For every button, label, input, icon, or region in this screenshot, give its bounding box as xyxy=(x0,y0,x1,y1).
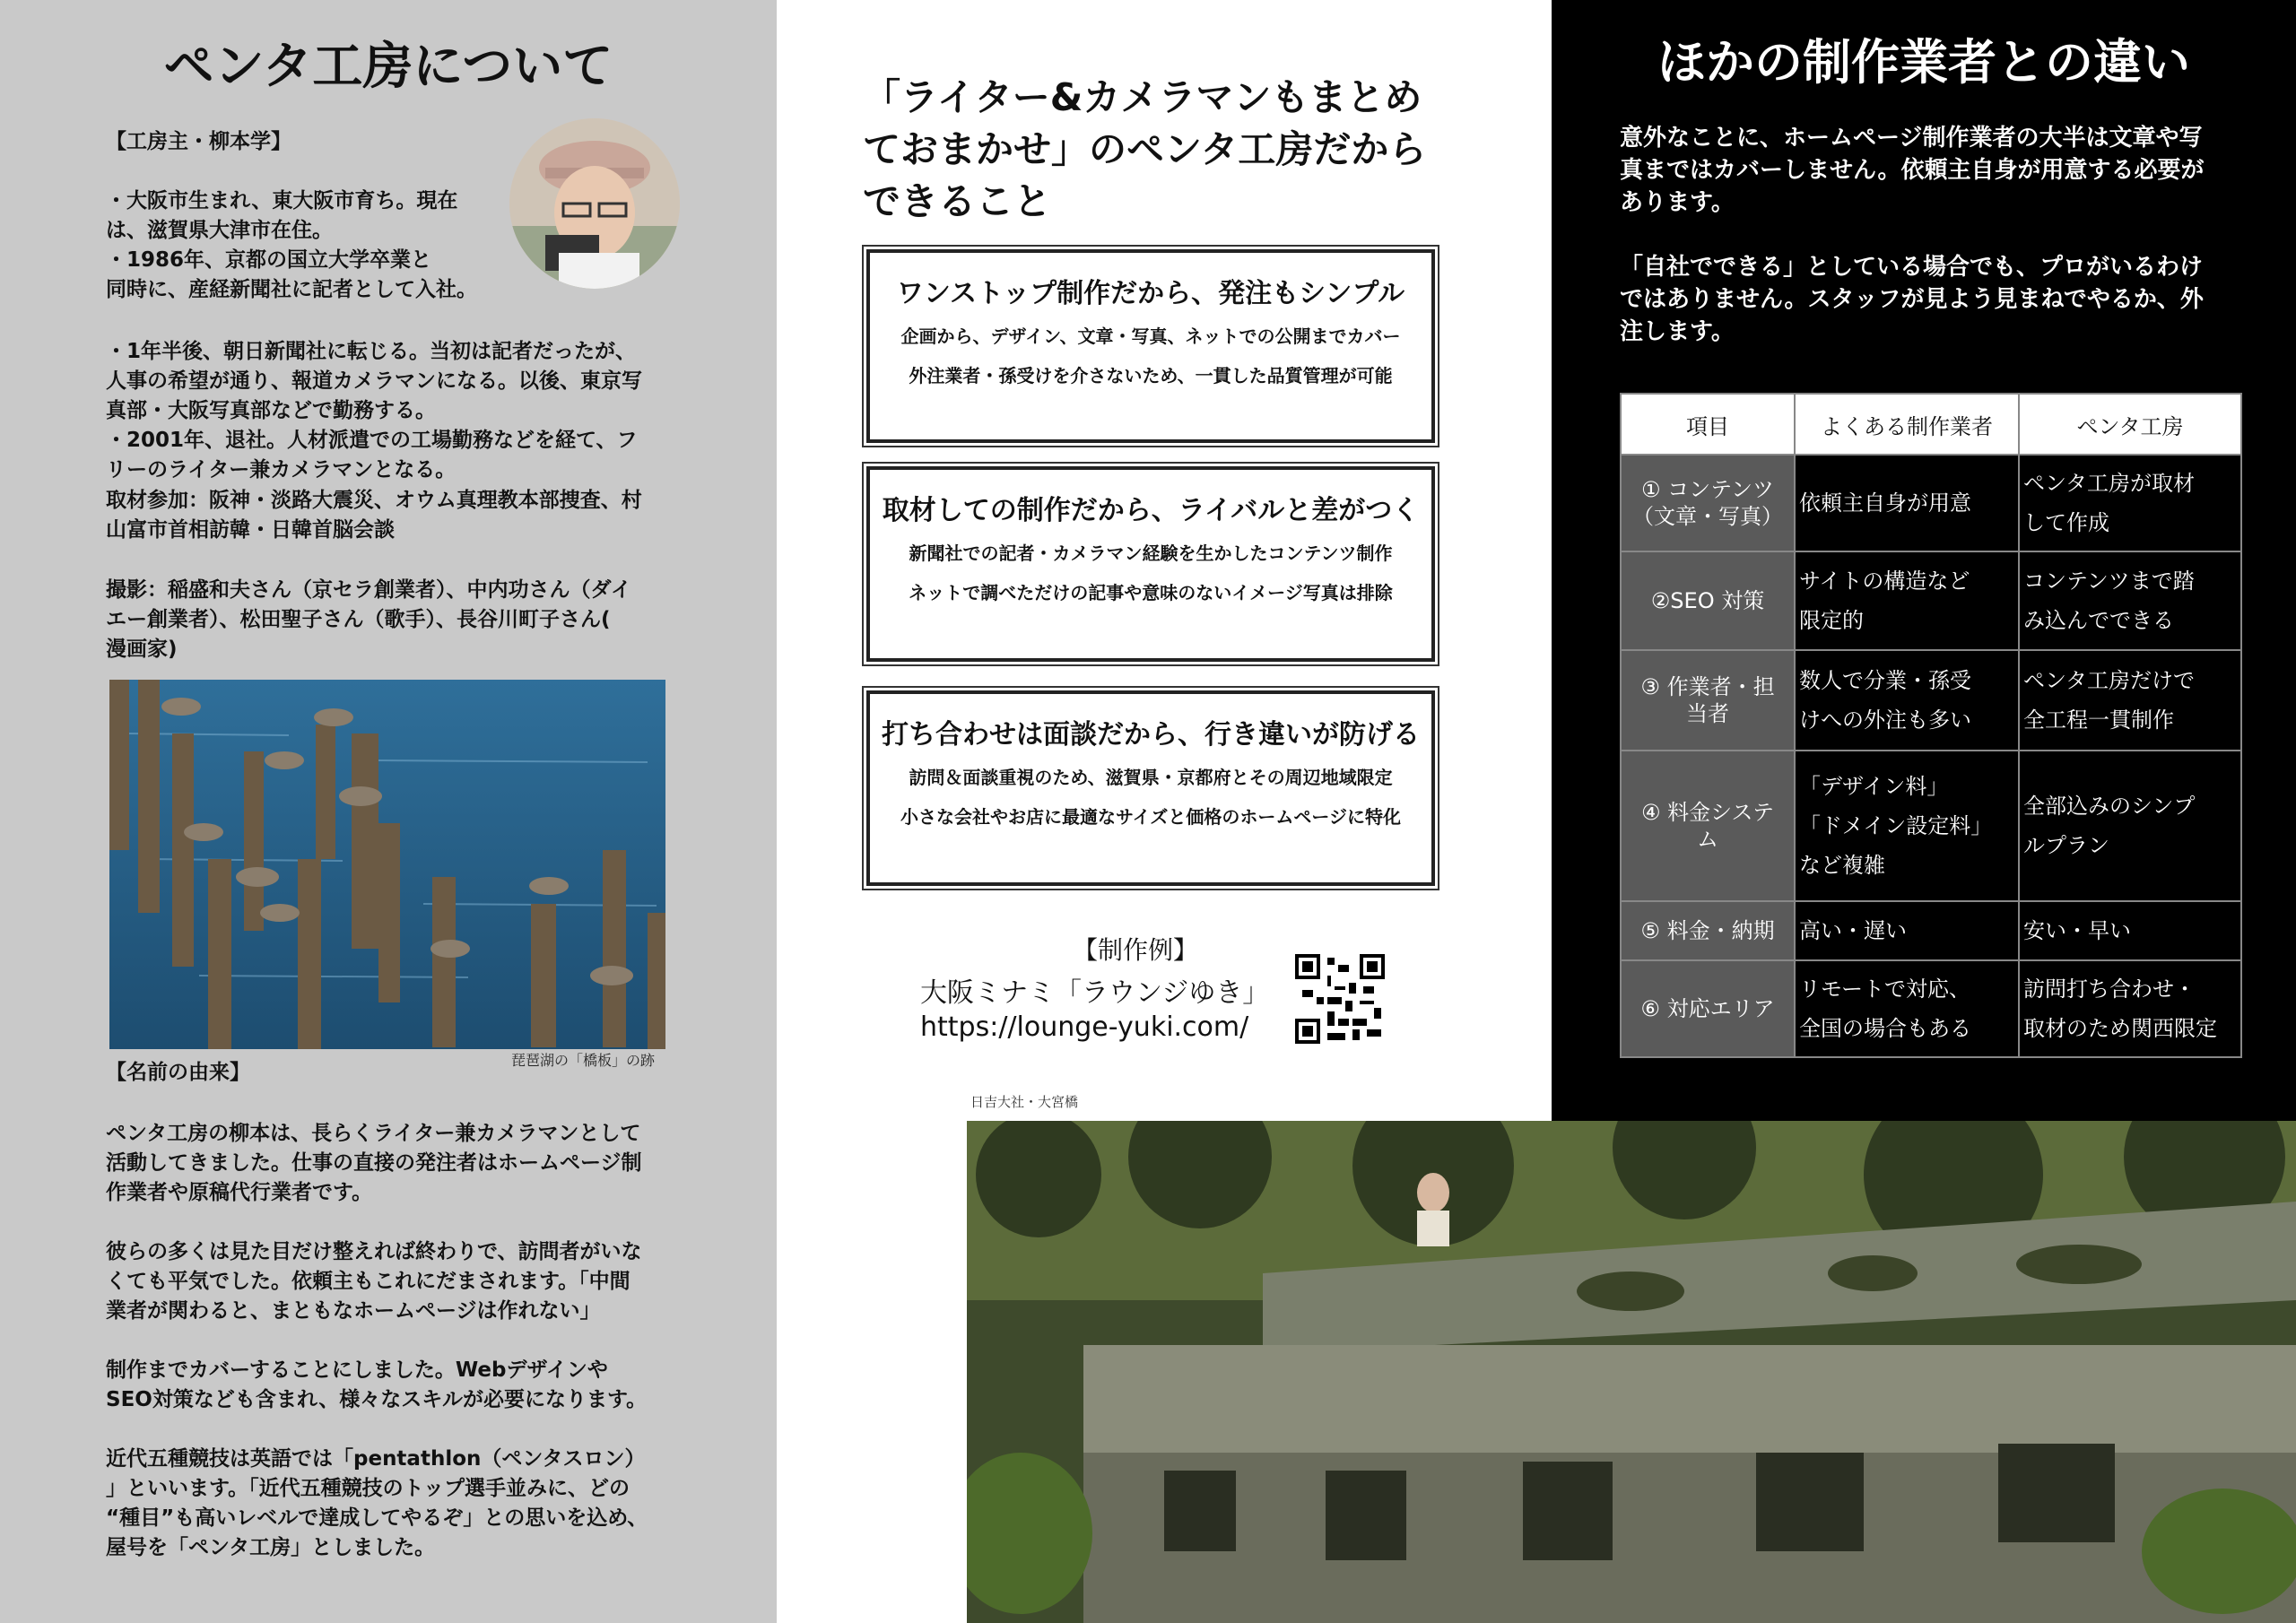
table-row xyxy=(1621,901,2241,960)
row-item-label: ③ 作業者・担 当者 xyxy=(1621,650,1795,751)
feature-heading: 打ち合わせは面談だから、行き違いが防げる xyxy=(882,719,1420,751)
bio-text-continued: ・1年半後、朝日新聞社に転じる。当初は記者だったが、 人事の希望が通り、報道カメラマンになる。以後、東京写 真部・大阪写真部などで勤務する。 ・2001年、退社。人材派遣での工場勤務などを経て、フ リーのライター兼カメラマンとなる。 xyxy=(106,340,642,482)
row-penta-value: 安い・早い xyxy=(2019,901,2241,960)
comparison-title: ほかの制作業者との違い xyxy=(1657,34,2190,91)
owner-label: 【工房主・柳本学】 xyxy=(106,130,291,153)
row-item-label: ① コンテンツ （文章・写真） xyxy=(1621,455,1795,551)
feature-box-interview xyxy=(866,466,1435,662)
column-header-item: 項目 xyxy=(1621,394,1795,455)
row-penta-value: 訪問打ち合わせ・ 取材のため関西限定 xyxy=(2019,960,2241,1057)
row-common-value: リモートで対応、 全国の場合もある xyxy=(1795,960,2019,1057)
feature-item: 新聞社での記者・カメラマン経験を生かしたコンテンツ制作 xyxy=(909,542,1393,564)
name-origin-text: ペンタ工房の柳本は、長らくライター兼カメラマンとして 活動してきました。仕事の直接の発注者はホームページ制 作業者や原稿代行業者です。 彼らの多くは見た目だけ整えれば終わりで、訪問者がいな くても平気でした。依頼主もこれにだまされます。「中間 業者が関わると、まともなホームページは作れない」 制作までカバーすることにしました。Webデザインや SEO対策なども含まれ、様々なスキルが必要になります。 近代五種競技は英語では「pentathlon（ペンタスロン） 」といいます。「近代五種競技のトップ選手並みに、どの “種目”も高いレベルで達成してやるぞ」との思いを込め、 屋号を「ペンタ工房」としました。 xyxy=(106,1122,648,1559)
table-row xyxy=(1621,960,2241,1057)
feature-item: 企画から、デザイン、文章・写真、ネットでの公開までカバー xyxy=(900,325,1401,347)
column-header-penta: ペンタ工房 xyxy=(2019,394,2241,455)
column-header-common: よくある制作業者 xyxy=(1795,394,2019,455)
about-panel xyxy=(0,0,777,1623)
name-origin-label: 【名前の由来】 xyxy=(106,1061,250,1084)
qr-code-icon[interactable] xyxy=(1295,954,1385,1044)
feature-item: 小さな会社やお店に最適なサイズと価格のホームページに特化 xyxy=(900,806,1401,828)
row-item-label: ④ 料金システ ム xyxy=(1621,751,1795,901)
feature-item: 訪問＆面談重視のため、滋賀県・京都府とその周辺地域限定 xyxy=(909,767,1393,788)
table-row xyxy=(1621,650,2241,751)
owner-avatar xyxy=(509,118,680,289)
row-penta-value: 全部込みのシンプ ルプラン xyxy=(2019,751,2241,901)
row-penta-value: ペンタ工房が取材 して作成 xyxy=(2019,455,2241,551)
row-item-label: ②SEO 対策 xyxy=(1621,551,1795,650)
table-row xyxy=(1621,551,2241,650)
row-penta-value: ペンタ工房だけで 全工程一貫制作 xyxy=(2019,650,2241,751)
difference-text-1: 意外なことに、ホームページ制作業者の大半は文章や写 真まではカバーしません。依頼主自身が用意する必要が あります。 xyxy=(1620,125,2205,216)
lake-ducks-photo xyxy=(109,680,665,1049)
row-penta-value: コンテンツまで踏 み込んでできる xyxy=(2019,551,2241,650)
example-label: 【制作例】 xyxy=(1073,935,1199,965)
feature-item: ネットで調べただけの記事や意味のないイメージ写真は排除 xyxy=(909,582,1393,603)
row-common-value: 数人で分業・孫受 けへの外注も多い xyxy=(1795,650,2019,751)
example-site-url[interactable]: https://lounge-yuki.com/ xyxy=(920,1011,1249,1043)
row-item-label: ⑥ 対応エリア xyxy=(1621,960,1795,1057)
feature-box-meeting xyxy=(866,690,1435,886)
table-row xyxy=(1621,751,2241,901)
row-common-value: 「デザイン料」 「ドメイン設定料」 など複雑 xyxy=(1795,751,2019,901)
row-item-label: ⑤ 料金・納期 xyxy=(1621,901,1795,960)
coverage-text: 取材参加：阪神・淡路大震災、オウム真理教本部捜査、村 山富市首相訪韓・日韓首脳会談 xyxy=(106,489,642,542)
strengths-title: 「ライター&カメラマンもまとめ ておまかせ」のペンタ工房だから できること xyxy=(863,75,1427,223)
difference-text-2: 「自社でできる」としている場合でも、プロがいるわけ ではありません。スタッフが見よう見まねでやるか、外 注します。 xyxy=(1620,254,2204,345)
row-common-value: 高い・遅い xyxy=(1795,901,2019,960)
feature-item: 外注業者・孫受けを介さないため、一貫した品質管理が可能 xyxy=(909,365,1393,386)
bridge-photo-caption: 日吉大社・大宮橋 xyxy=(970,1094,1079,1110)
about-title: ペンタ工房について xyxy=(163,38,613,96)
row-common-value: サイトの構造など 限定的 xyxy=(1795,551,2019,650)
photo-subjects-text: 撮影：稲盛和夫さん（京セラ創業者）、中内功さん（ダイ エー創業者）、松田聖子さん（歌手）、長谷川町子さん( 漫画家) xyxy=(106,578,632,661)
table-header-row xyxy=(1621,394,2241,455)
feature-heading: 取材しての制作だから、ライバルと差がつく xyxy=(882,495,1420,526)
feature-box-one-stop xyxy=(866,249,1435,443)
stone-bridge-photo xyxy=(967,1121,2296,1623)
example-site-name: 大阪ミナミ「ラウンジゆき」 xyxy=(920,977,1270,1009)
bio-text: ・大阪市生まれ、東大阪市育ち。現在 は、滋賀県大津市在住。 ・1986年、京都の国立大学卒業と 同時に、産経新聞社に記者として入社。 xyxy=(106,189,477,301)
feature-heading: ワンストップ制作だから、発注もシンプル xyxy=(896,278,1405,309)
table-row xyxy=(1621,455,2241,551)
row-common-value: 依頼主自身が用意 xyxy=(1795,455,2019,551)
comparison-table xyxy=(1620,393,2242,1058)
lake-photo-caption: 琵琶湖の「橋板」の跡 xyxy=(511,1052,656,1069)
